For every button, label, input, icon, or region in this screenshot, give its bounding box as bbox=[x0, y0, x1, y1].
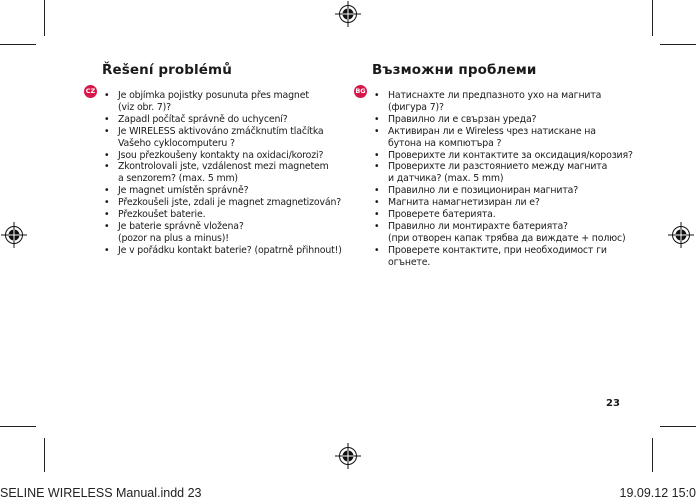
crop-mark-top-left-h bbox=[0, 44, 36, 45]
list-item: • Проверете контактите, при необходимост ги огънете. bbox=[374, 244, 607, 268]
cz-section-title: Řešení problémů bbox=[102, 62, 232, 78]
list-item: • Je objímka pojistky posunuta přes magnet (viz obr. 7)? bbox=[104, 90, 309, 113]
list-item: • Активиран ли е Wireless чрез натискане на бутона на компютъра ? bbox=[374, 125, 596, 149]
cz-section bbox=[102, 62, 342, 257]
list-item: • Правилно ли е позициониран магнита? bbox=[374, 185, 579, 197]
footer-filename: SELINE WIRELESS Manual.indd 23 bbox=[0, 486, 202, 500]
bg-section bbox=[372, 62, 633, 269]
language-badge-cz: CZ bbox=[84, 85, 97, 98]
crop-mark-top-right-h bbox=[660, 44, 696, 45]
list-item: • Правилно ли е свързан уреда? bbox=[374, 113, 537, 125]
list-item: • Je WIRELESS aktivováno zmáčknutím tlačítka Vašeho cyklocomputeru ? bbox=[104, 125, 324, 149]
crop-mark-bottom-right-v bbox=[652, 438, 653, 472]
registration-mark-left-icon bbox=[1, 222, 27, 248]
list-item: • Přezkoušet baterie. bbox=[104, 209, 206, 221]
list-item: • Проверихте ли контактите за оксидация/корозия? bbox=[374, 149, 633, 161]
list-item: • Jsou přezkoušeny kontakty na oxidaci/korozi? bbox=[104, 149, 324, 161]
crop-mark-bottom-right-h bbox=[660, 426, 696, 427]
list-item: • Проверете батерията. bbox=[374, 209, 496, 221]
bg-section-title: Възможни проблеми bbox=[372, 62, 537, 78]
list-item: • Магнита намагнетизиран ли е? bbox=[374, 197, 540, 209]
list-item: • Zapadl počítač správně do uchycení? bbox=[104, 113, 288, 125]
registration-mark-right-icon bbox=[668, 222, 694, 248]
list-item: • Правилно ли монтирахте батерията? (при отворен капак трябва да виждате + полюс) bbox=[374, 220, 626, 244]
bg-checklist bbox=[372, 90, 633, 269]
registration-mark-bottom-icon bbox=[335, 443, 361, 469]
list-item: • Přezkoušeli jste, zdali je magnet zmagnetizován? bbox=[104, 197, 342, 209]
footer-timestamp: 19.09.12 15:0 bbox=[619, 486, 696, 500]
page-number: 23 bbox=[606, 398, 620, 409]
crop-mark-top-right-v bbox=[652, 0, 653, 36]
list-item: • Zkontrolovali jste, vzdálenost mezi magnetem a senzorem? (max. 5 mm) bbox=[104, 161, 329, 185]
registration-mark-top-icon bbox=[335, 1, 361, 27]
crop-mark-bottom-left-v bbox=[44, 438, 45, 472]
list-item: • Je baterie správně vložena? (pozor na plus a minus)! bbox=[104, 220, 244, 244]
list-item: • Je v pořádku kontakt baterie? (opatrně přihnout!) bbox=[104, 244, 342, 256]
language-badge-bg: BG bbox=[354, 85, 367, 98]
crop-mark-bottom-left-h bbox=[0, 426, 36, 427]
crop-mark-top-left-v bbox=[44, 0, 45, 36]
list-item: • Натиснахте ли предпазното ухо на магнита (фигура 7)? bbox=[374, 90, 602, 113]
cz-checklist bbox=[102, 90, 342, 257]
list-item: • Je magnet umístěn správně? bbox=[104, 185, 249, 197]
list-item: • Проверихте ли разстоянието между магнита и датчика? (max. 5 mm) bbox=[374, 161, 608, 185]
